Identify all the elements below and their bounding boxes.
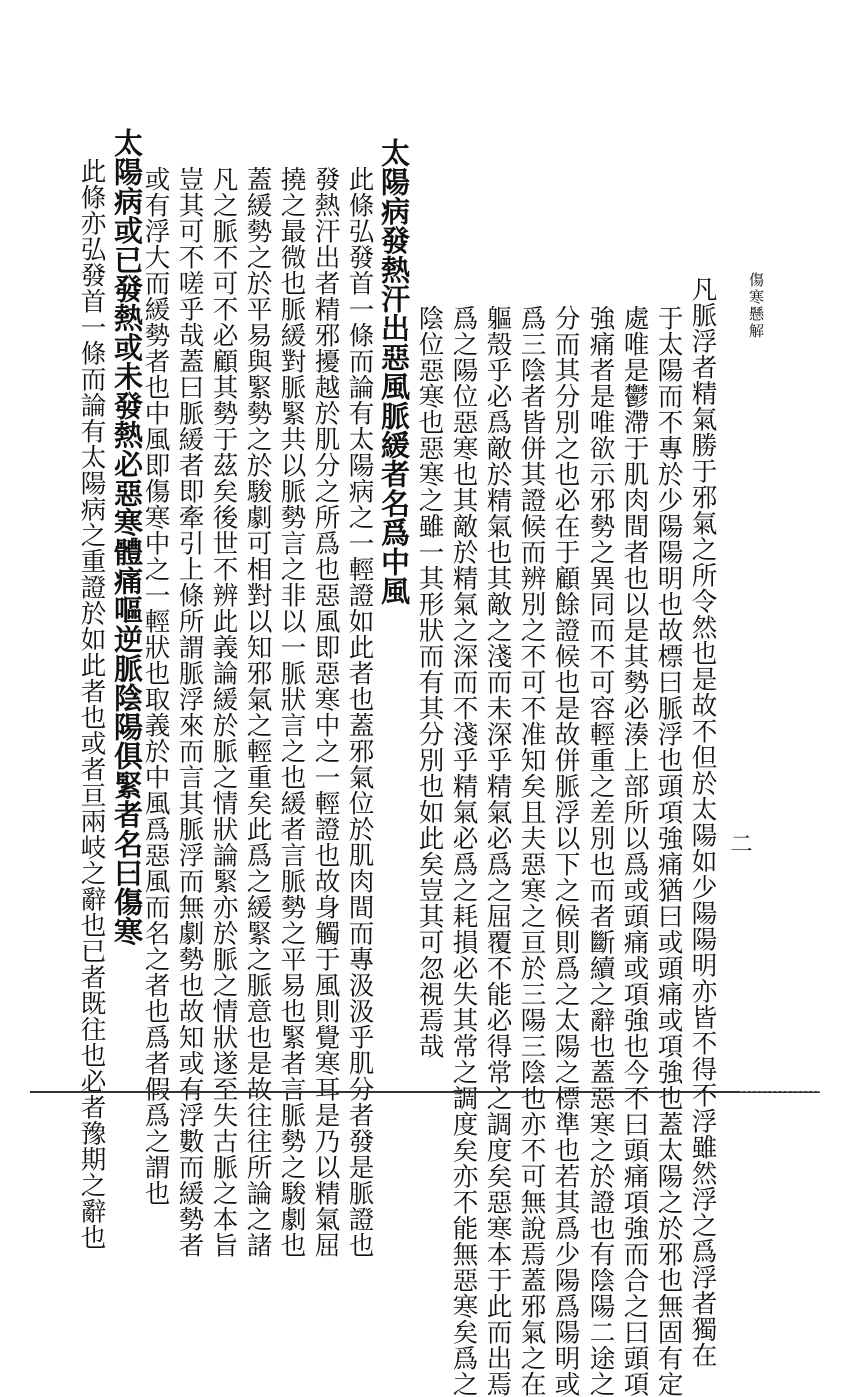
- text-column: 此條亦弘發首一條而論有太陽病之重證於如此者也或者亘兩岐之辭也已者既往也必者豫期之辭也: [76, 158, 107, 1250]
- text-column: 豈其可不嗟乎哉蓋曰脈緩者即牽引上條所謂脈浮來而言其脈浮而無劇勢也故知或有浮數而緩勢者: [174, 166, 205, 1258]
- text-column: 凡脈浮者精氣勝于邪氣之所令然也是故不但於太陽如少陽陽明亦皆不得不浮雖然浮之爲浮者獨在: [687, 276, 718, 1368]
- text-column: 撓之最微也脈緩對脈緊共以脈勢言之非以一脈狀言之也緩者言脈勢之平易也緊者言脈勢之駿劇也: [276, 166, 307, 1258]
- page-number: 二: [727, 832, 752, 855]
- section-heading: 太陽病或已發熱或未發熱必惡寒體痛嘔逆脈陰陽俱緊者名曰傷寒: [110, 128, 144, 946]
- running-title: 傷寒懸解: [747, 272, 765, 340]
- text-column: 軀殼乎必爲敵於精氣也其敵之淺而未深乎精氣必爲之屈覆不能必得常之調度矣惡寒本于此而出焉: [482, 305, 513, 1397]
- text-column: 發熱汗出者精邪擾越於肌分之所爲也惡風即惡寒中之一輕證也故身觸于風則覺寒耳是乃以精氣屈: [310, 166, 341, 1258]
- text-column: 或有浮大而緩勢者也中風即傷寒中之一輕狀也取義於中風爲惡風而名之者也爲者假爲之謂也: [140, 166, 171, 1206]
- text-column: 蓋緩勢之於平易與緊勢之於駿劇可相對以知邪氣之輕重矣此爲之緩緊之脈意也是故往往所論之諸: [242, 166, 273, 1258]
- text-column: 強痛者是唯欲示邪勢之異同而不可容輕重之差別也而者斷續之辭也蓋惡寒之於證也有陰陽二途之: [585, 305, 616, 1397]
- text-column: 此條弘發首一條而論有太陽病之一輕證如此者也蓋邪氣位於肌肉間而專汲汲乎肌分者發是脈證也: [344, 166, 375, 1258]
- text-column: 于太陽而不專於少陽陽明也故標曰脈浮也頭項強痛猶曰或頭痛或項強也蓋太陽之於邪也無固有定: [653, 305, 684, 1397]
- text-column: 分而其分別之也必在于顧餘證候也是故併脈浮以下之候則爲之太陽之標準也若其爲少陽爲陽明或: [550, 305, 581, 1397]
- section-heading: 太陽病發熱汗出惡風脈緩者名爲中風: [377, 138, 411, 606]
- text-column: 處唯是鬱滯于肌肉間者也以是其勢必湊上部所以爲或頭痛或項強也今不曰頭痛項強而合之曰頭項: [619, 305, 650, 1397]
- text-column: 爲之陽位惡寒也其敵於精氣之深而不淺乎精氣必爲之耗損必失其常之調度矣亦不能無惡寒矣爲之: [448, 305, 479, 1397]
- scan-edge-line: [30, 1091, 820, 1093]
- text-column: 爲三陰者皆併其證候而辨別之不可不准知矣且夫惡寒之亘於三陽三陰也亦不可無說焉蓋邪氣之在: [516, 305, 547, 1397]
- text-column: 凡之脈不可不必顧其勢于茲矣後世不辨此義論緩於脈之情狀論緊亦於脈之情狀遂至失古脈之本旨: [208, 166, 239, 1258]
- scan-edge-line-faint: [740, 1091, 820, 1092]
- text-column: 陰位惡寒也惡寒之雖一其形狀而有其分別也如此矣豈其可忽視焉哉: [414, 305, 445, 1059]
